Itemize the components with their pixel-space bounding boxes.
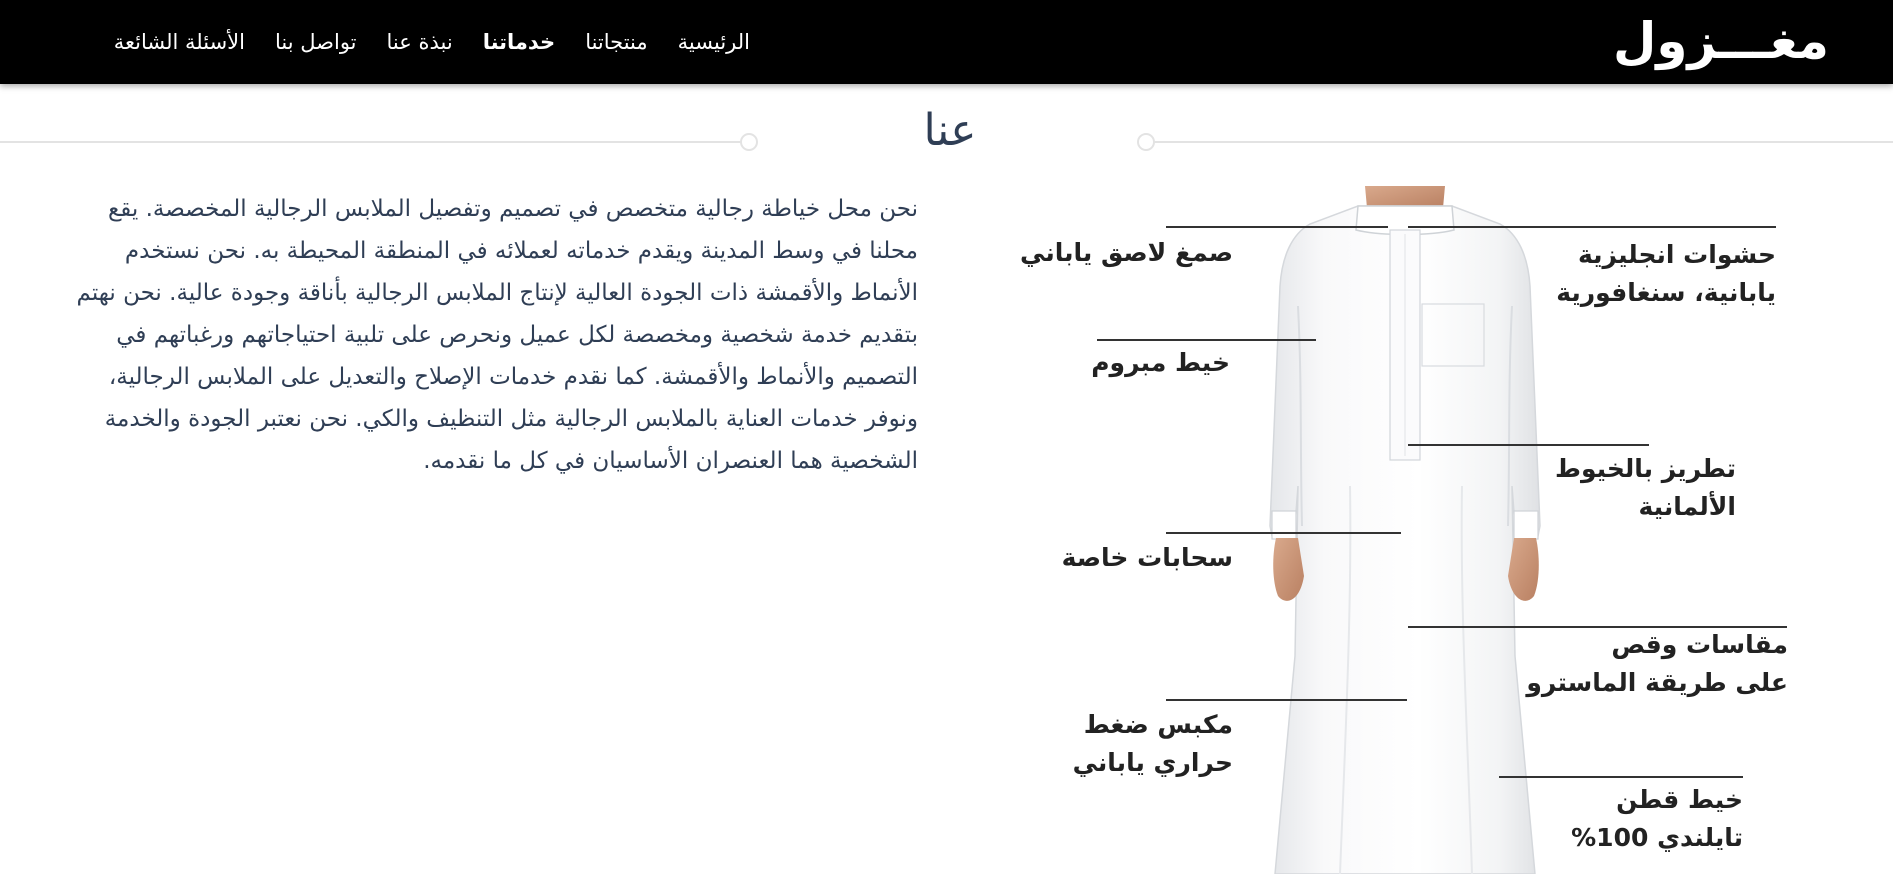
feature-german-embroidery	[1555, 450, 1736, 526]
feature-twisted-thread	[1091, 344, 1230, 382]
about-paragraph: نحن محل خياطة رجالية متخصص في تصميم وتفصيل الملابس الرجالية المخصصة. يقع محلنا في وسط المدينة ويقدم خدماته لعملائه في المنطقة المحيطة به. نحن نستخدم الأنماط والأقمشة ذات الجودة العالية لإنتاج الملابس الرجالية بأناقة وجودة عالية. نحن نهتم بتقديم خدمة شخصية ومخصصة لكل عميل ونحرص على تلبية احتياجاتهم ورغباتهم في التصميم والأنماط والأقمشة. كما نقدم خدمات الإصلاح والتعديل على الملابس الرجالية، ونوفر خدمات العناية بالملابس الرجالية مثل التنظيف والكي. نحن نعتبر الجودة والخدمة الشخصية هما العنصران الأساسيان في كل ما نقدمه.	[76, 196, 918, 474]
feature-label-line: تايلندي 100%	[1571, 823, 1743, 852]
feature-label-line: سحابات خاصة	[1061, 543, 1233, 572]
main-nav	[114, 0, 750, 84]
feature-japanese-glue	[1020, 234, 1233, 272]
title-divider-left	[0, 141, 742, 143]
feature-thai-cotton	[1571, 781, 1743, 857]
nav-item-services[interactable]: خدماتنا	[482, 30, 556, 54]
callout-line-4	[1408, 444, 1649, 446]
feature-label-line: خيط مبروم	[1091, 348, 1230, 377]
callout-line-5	[1166, 532, 1401, 534]
feature-label-line: على طريقة الماسترو	[1526, 668, 1788, 697]
feature-special-zippers	[1062, 539, 1233, 577]
brand-logo[interactable]: مغـــزول	[1612, 12, 1829, 70]
nav-item-faq[interactable]: الأسئلة الشائعة	[113, 30, 245, 54]
feature-english-padding	[1556, 236, 1776, 312]
feature-label-line: صمغ لاصق ياباني	[1020, 238, 1233, 267]
top-navbar	[0, 0, 1893, 84]
callout-line-3	[1097, 339, 1316, 341]
feature-label-line: حراري ياباني	[1072, 748, 1233, 777]
feature-label-line: مكبس ضغط	[1083, 710, 1233, 739]
nav-item-contact[interactable]: تواصل بنا	[275, 30, 357, 54]
feature-label-line: يابانية، سنغافورية	[1556, 278, 1776, 307]
nav-item-products[interactable]: منتجاتنا	[585, 30, 648, 54]
title-divider-right	[1146, 141, 1893, 143]
callout-line-1	[1408, 226, 1776, 228]
feature-label-line: حشوات انجليزية	[1577, 240, 1776, 269]
nav-item-home[interactable]: الرئيسية	[677, 30, 750, 54]
nav-item-about[interactable]: نبذة عنا	[386, 30, 453, 54]
feature-label-line: مقاسات وقص	[1611, 630, 1788, 659]
callout-line-7	[1166, 699, 1407, 701]
callout-line-8	[1499, 776, 1743, 778]
feature-label-line: خيط قطن	[1616, 785, 1743, 814]
thobe-product-image	[1240, 186, 1570, 874]
feature-label-line: الألمانية	[1638, 492, 1736, 521]
section-title: عنا	[923, 105, 977, 156]
callout-line-2	[1166, 226, 1388, 228]
feature-label-line: تطريز بالخيوط	[1555, 454, 1736, 483]
feature-maestro-cut	[1526, 626, 1788, 702]
title-divider-dot-right	[1137, 133, 1155, 151]
title-divider-dot-left	[740, 133, 758, 151]
feature-heat-press	[1073, 706, 1233, 782]
